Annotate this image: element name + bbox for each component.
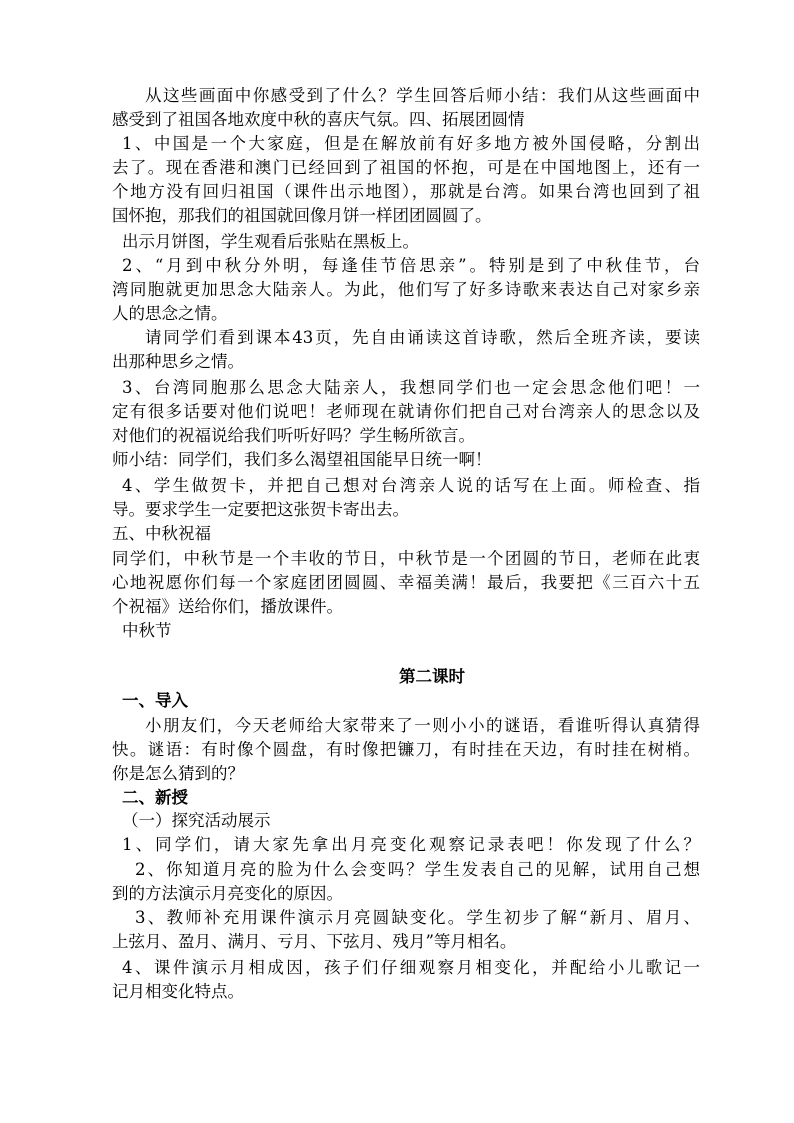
paragraph-line: 国怀抱，那我们的祖国就回像月饼一样团团圆圆了。: [112, 206, 492, 225]
paragraph-line: 个地方没有回归祖国（课件出示地图），那就是台湾。如果台湾也回到了祖: [112, 182, 700, 201]
paragraph-line: 4、学生做贺卡，并把自己想对台湾亲人说的话写在上面。师检查、指: [122, 476, 700, 495]
list-item: 到的方法演示月亮变化的原因。: [112, 884, 343, 903]
paragraph-line: 3、台湾同胞那么思念大陆亲人，我想同学们也一定会思念他们吧！一: [122, 378, 700, 397]
paragraph-line: 同学们，中秋节是一个丰收的节日，中秋节是一个团圆的节日，老师在此衷: [112, 549, 700, 568]
lesson-title: 第二课时: [399, 667, 465, 686]
section-heading: 二、新授: [122, 788, 188, 807]
paragraph-line: 1、中国是一个大家庭，但是在解放前有好多地方被外国侵略，分割出: [122, 134, 700, 153]
list-item: 2、你知道月亮的脸为什么会变吗？学生发表自己的见解，试用自己想: [135, 860, 700, 879]
paragraph-line: 心地祝愿你们每一个家庭团团圆圆、幸福美满！最后，我要把《三百六十五: [112, 573, 700, 592]
paragraph-line: 湾同胞就更加思念大陆亲人。为此，他们写了好多诗歌来表达自己对家乡亲: [112, 280, 700, 299]
paragraph-line: 从这些画面中你感受到了什么？学生回答后师小结：我们从这些画面中: [145, 86, 700, 105]
list-item: 上弦月、盈月、满月、亏月、下弦月、残月”等月相名。: [112, 932, 517, 951]
list-item: 1、同学们，请大家先拿出月亮变化观察记录表吧！你发现了什么？: [122, 835, 700, 854]
paragraph-line: 师小结：同学们，我们多么渴望祖国能早日统一啊！: [112, 450, 492, 469]
paragraph-line: 对他们的祝福说给我们听听好吗？学生畅所欲言。: [112, 426, 475, 445]
paragraph-line: 出那种思乡之情。: [112, 352, 244, 371]
paragraph-line: 导。要求学生一定要把这张贺卡寄出去。: [112, 500, 409, 519]
section-heading: 五、中秋祝福: [112, 524, 211, 543]
subsection-heading: （一）探究活动展示: [122, 811, 271, 830]
list-item: 3、教师补充用课件演示月亮圆缺变化。学生初步了解“新月、眉月、: [135, 908, 700, 927]
section-heading: 一、导入: [122, 691, 188, 710]
paragraph-line: 2、“月到中秋分外明，每逢佳节倍思亲”。特别是到了中秋佳节，台: [122, 256, 700, 275]
paragraph-line: 请同学们看到课本43页，先自由诵读这首诗歌，然后全班齐读，要读: [145, 328, 700, 347]
paragraph-line: 小朋友们，今天老师给大家带来了一则小小的谜语，看谁听得认真猜得: [145, 716, 700, 735]
paragraph-line: 感受到了祖国各地欢度中秋的喜庆气氛。四、拓展团圆情: [112, 110, 525, 129]
paragraph-line: 出示月饼图，学生观看后张贴在黑板上。: [122, 232, 419, 251]
paragraph-line: 中秋节: [122, 621, 172, 640]
list-item: 记月相变化特点。: [112, 982, 244, 1001]
paragraph-line: 人的思念之情。: [112, 304, 228, 323]
paragraph-line: 个祝福》送给你们，播放课件。: [112, 597, 343, 616]
paragraph-line: 去了。现在香港和澳门已经回到了祖国的怀抱，可是在中国地图上，还有一: [112, 158, 700, 177]
paragraph-line: 你是怎么猜到的？: [112, 764, 244, 783]
list-item: 4、课件演示月相成因，孩子们仔细观察月相变化，并配给小儿歌记一: [122, 958, 700, 977]
paragraph-line: 定有很多话要对他们说吧！老师现在就请你们把自己对台湾亲人的思念以及: [112, 402, 700, 421]
paragraph-line: 快。谜语：有时像个圆盘，有时像把镰刀，有时挂在天边，有时挂在树梢。: [112, 740, 700, 759]
